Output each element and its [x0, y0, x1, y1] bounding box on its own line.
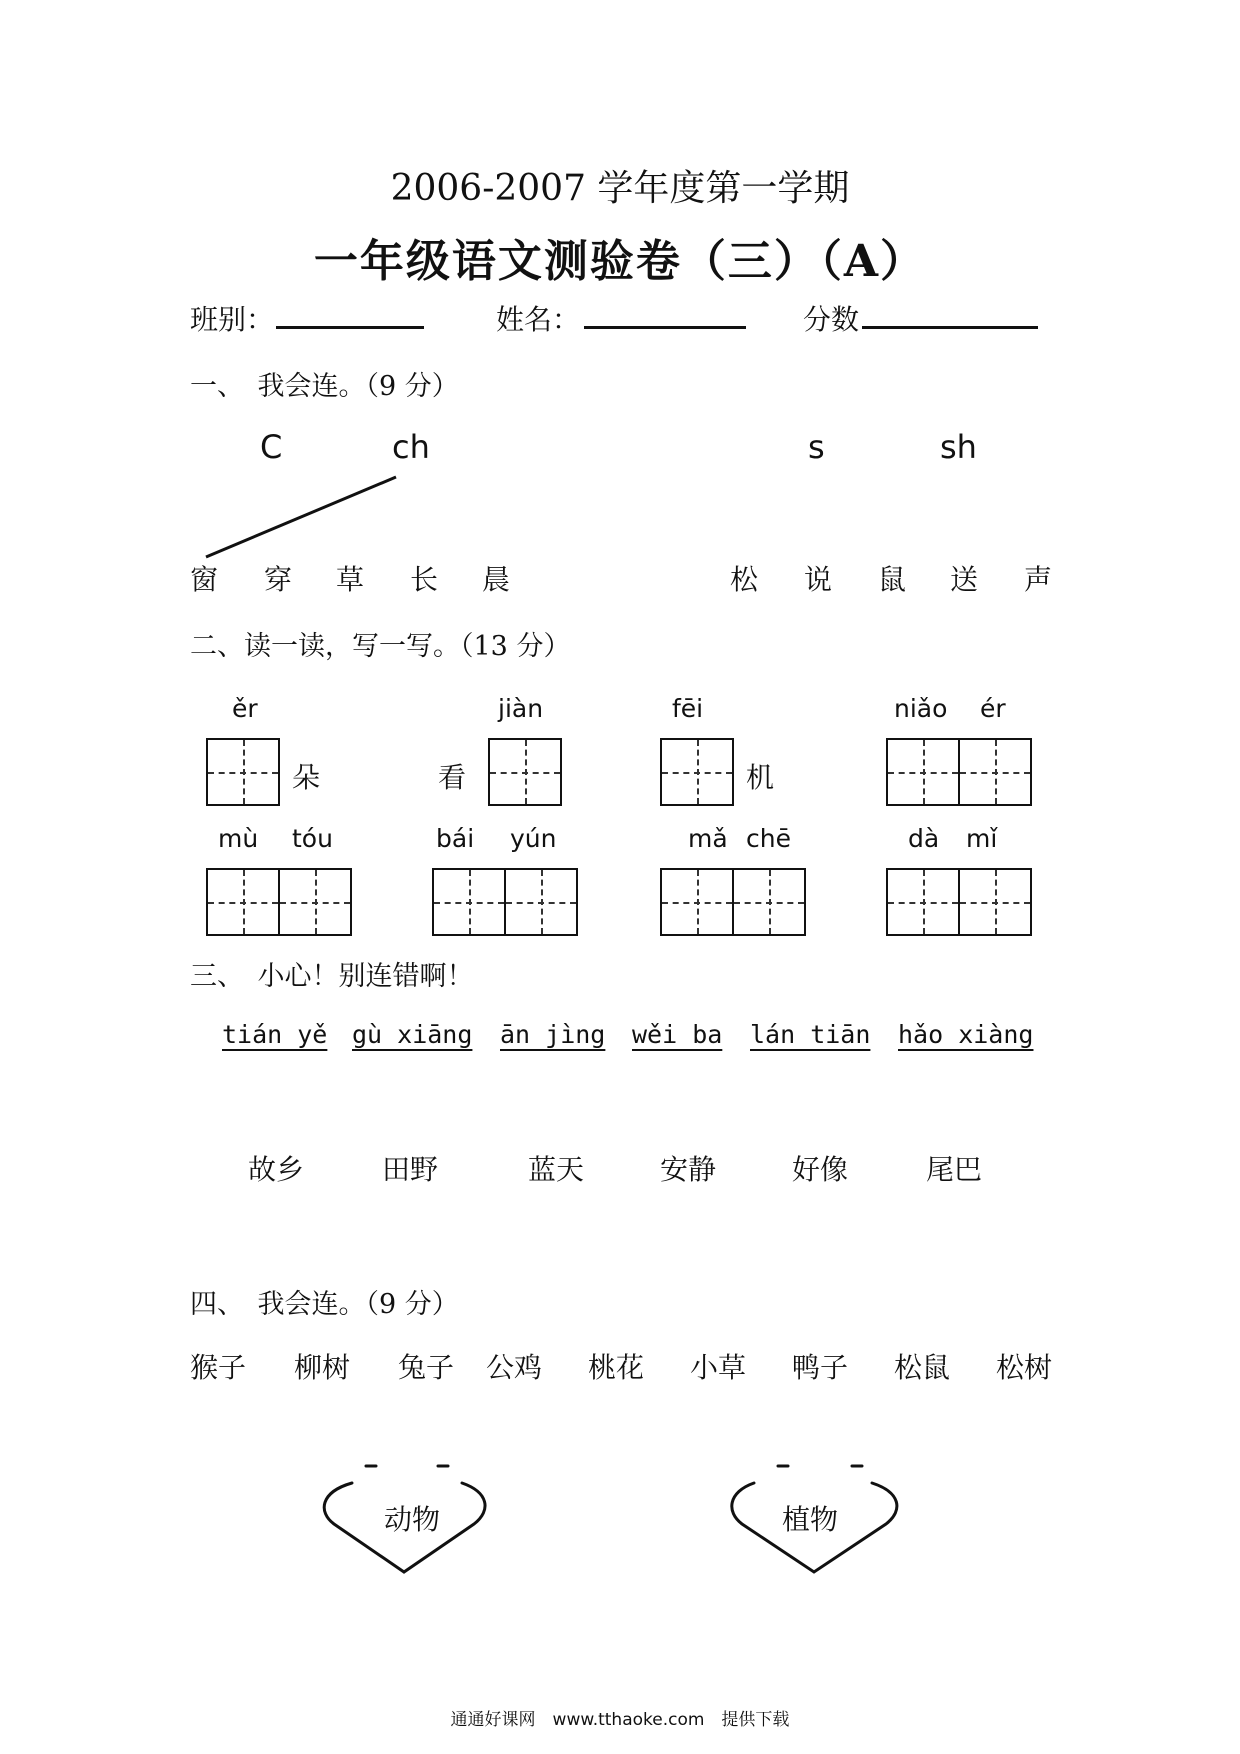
- name-label: 姓名：: [496, 303, 581, 336]
- word-item[interactable]: 柳树: [294, 1351, 351, 1384]
- pinyin-word[interactable]: gù xiāng: [352, 1020, 473, 1049]
- pinyin-word[interactable]: tián yě: [222, 1020, 328, 1049]
- section1-heading: 一、 我会连。（9 分）: [190, 371, 459, 402]
- category-animals[interactable]: 动物: [384, 1503, 441, 1536]
- pinyin-label: mù: [218, 824, 259, 853]
- section3-heading: 三、 小心！别连错啊！: [190, 961, 474, 992]
- word-item[interactable]: 故乡: [248, 1153, 305, 1186]
- char-item[interactable]: 松: [730, 563, 759, 596]
- section2-heading: 二、读一读，写一写。（13 分）: [190, 631, 571, 662]
- word-item[interactable]: 桃花: [588, 1351, 645, 1384]
- word-item[interactable]: 猴子: [190, 1351, 247, 1384]
- pinyin-label: mǎ: [688, 824, 728, 853]
- word-item[interactable]: 鸭子: [792, 1351, 849, 1384]
- pinyin-label: jiàn: [498, 694, 544, 723]
- example-connect-line: [206, 477, 396, 557]
- char-item[interactable]: 鼠: [878, 563, 907, 596]
- char-item[interactable]: 声: [1024, 563, 1053, 596]
- char-item[interactable]: 长: [410, 563, 439, 596]
- pinyin-label: tóu: [292, 824, 333, 853]
- pinyin-label: fēi: [672, 694, 704, 723]
- word-item[interactable]: 好像: [792, 1153, 849, 1186]
- pinyin-label: dà: [908, 824, 940, 853]
- pinyin-label: yún: [510, 824, 557, 853]
- char-item[interactable]: 窗: [190, 563, 219, 596]
- char-hint: 看: [438, 761, 467, 794]
- class-label: 班别：: [190, 303, 275, 336]
- score-label: 分数: [803, 303, 860, 336]
- char-item[interactable]: 送: [950, 563, 979, 596]
- word-item[interactable]: 松树: [996, 1351, 1053, 1384]
- initial-ch: ch: [392, 428, 430, 466]
- word-item[interactable]: 尾巴: [926, 1153, 983, 1186]
- pinyin-label: niǎo: [894, 694, 948, 723]
- initial-sh: sh: [940, 428, 977, 466]
- pinyin-label: chē: [746, 824, 791, 853]
- char-item[interactable]: 草: [336, 563, 365, 596]
- pinyin-label: mǐ: [966, 824, 998, 853]
- char-item[interactable]: 晨: [482, 563, 511, 596]
- pinyin-label: ěr: [232, 694, 258, 723]
- word-item[interactable]: 蓝天: [528, 1153, 585, 1186]
- pinyin-word[interactable]: lán tiān: [750, 1020, 871, 1049]
- footer-text: 通通好课网 www.tthaoke.com 提供下载: [450, 1710, 790, 1730]
- char-hint: 机: [746, 761, 775, 794]
- section4-heading: 四、 我会连。（9 分）: [190, 1289, 459, 1320]
- word-item[interactable]: 兔子: [398, 1351, 455, 1384]
- page-title: 一年级语文测验卷（三）（A）: [313, 236, 927, 287]
- char-item[interactable]: 说: [804, 563, 833, 596]
- pinyin-word[interactable]: ān jìng: [500, 1020, 606, 1049]
- pinyin-word[interactable]: wěi ba: [632, 1020, 723, 1049]
- word-item[interactable]: 安静: [660, 1153, 717, 1186]
- category-plants[interactable]: 植物: [782, 1503, 839, 1536]
- initial-c: C: [260, 428, 283, 466]
- pinyin-label: ér: [980, 694, 1006, 723]
- word-item[interactable]: 小草: [690, 1351, 747, 1384]
- word-item[interactable]: 公鸡: [486, 1351, 543, 1384]
- pinyin-label: bái: [436, 824, 475, 853]
- char-item[interactable]: 穿: [264, 563, 293, 596]
- word-item[interactable]: 松鼠: [894, 1351, 951, 1384]
- word-item[interactable]: 田野: [382, 1153, 439, 1186]
- pinyin-word[interactable]: hǎo xiàng: [898, 1020, 1034, 1049]
- char-hint: 朵: [292, 761, 321, 794]
- initial-s: s: [808, 428, 825, 466]
- subtitle: 2006-2007 学年度第一学期: [390, 168, 850, 209]
